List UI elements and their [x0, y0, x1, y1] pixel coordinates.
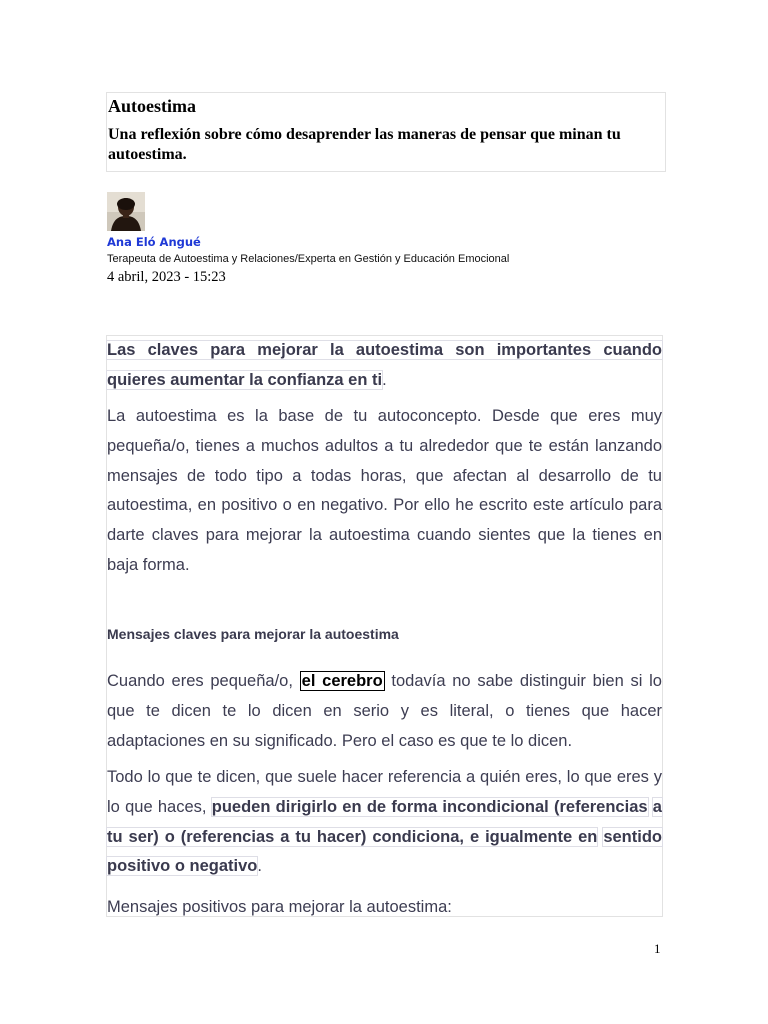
paragraph-1: La autoestima es la base de tu autoconcepto. Desde que eres muy pequeña/o, tienes a muchos adultos a tu alrededor que te están lanzando mensajes de todo tipo a todas horas, que afectan al desarrollo de tu autoestima, en positivo o en negativo. Por ello he escrito este artículo para darte claves para mejorar la autoestima cuando sientes que la tienes en baja forma. — [107, 407, 662, 574]
author-role: Terapeuta de Autoestima y Relaciones/Experta en Gestión y Educación Emocional — [107, 253, 510, 265]
author-avatar[interactable] — [107, 192, 145, 231]
intro-end: . — [382, 370, 387, 389]
p3-start: Todo lo que te dicen, que suele hacer referencia a quién eres, lo que eres y lo que haces, — [107, 768, 662, 816]
section-heading: Mensajes claves para mejorar la autoestima — [107, 626, 399, 642]
avatar-image — [107, 192, 145, 231]
author-name-link[interactable]: Ana Eló Angué — [107, 235, 201, 249]
article-header — [106, 92, 666, 172]
paragraph-4: Mensajes positivos para mejorar la autoestima: — [107, 898, 452, 916]
p3-bold-1: pueden dirigirlo en de forma incondicional (referencias — [211, 797, 648, 816]
p3-bold-3: sentido positivo o negativo — [107, 827, 662, 876]
intro-paragraph — [107, 336, 662, 396]
article-body — [106, 335, 663, 917]
page-subtitle: Una reflexión sobre cómo desaprender las maneras de pensar que minan tu autoestima. — [108, 126, 621, 163]
post-date: 4 abril, 2023 - 15:23 — [107, 269, 226, 285]
p3-end: . — [257, 857, 262, 876]
p2-end: todavía no sabe distinguir bien si lo que te dicen te lo dicen en serio y es literal, o tienes que hacer adaptaciones en su significado. Pero el caso es que te lo dicen. — [107, 672, 662, 750]
paragraph-3 — [107, 763, 662, 882]
p2-start: Cuando eres pequeña/o, — [107, 672, 300, 690]
p3-bold-2: a tu ser) o (referencias a tu hacer) condiciona, e igualmente en — [107, 797, 662, 846]
brain-link[interactable]: el cerebro — [301, 672, 383, 690]
paragraph-2 — [107, 667, 662, 756]
page-number: 1 — [654, 941, 661, 956]
page-title: Autoestima — [108, 96, 196, 116]
intro-bold-text: Las claves para mejorar la autoestima son importantes cuando quieres aumentar la confianza en ti — [107, 341, 662, 389]
